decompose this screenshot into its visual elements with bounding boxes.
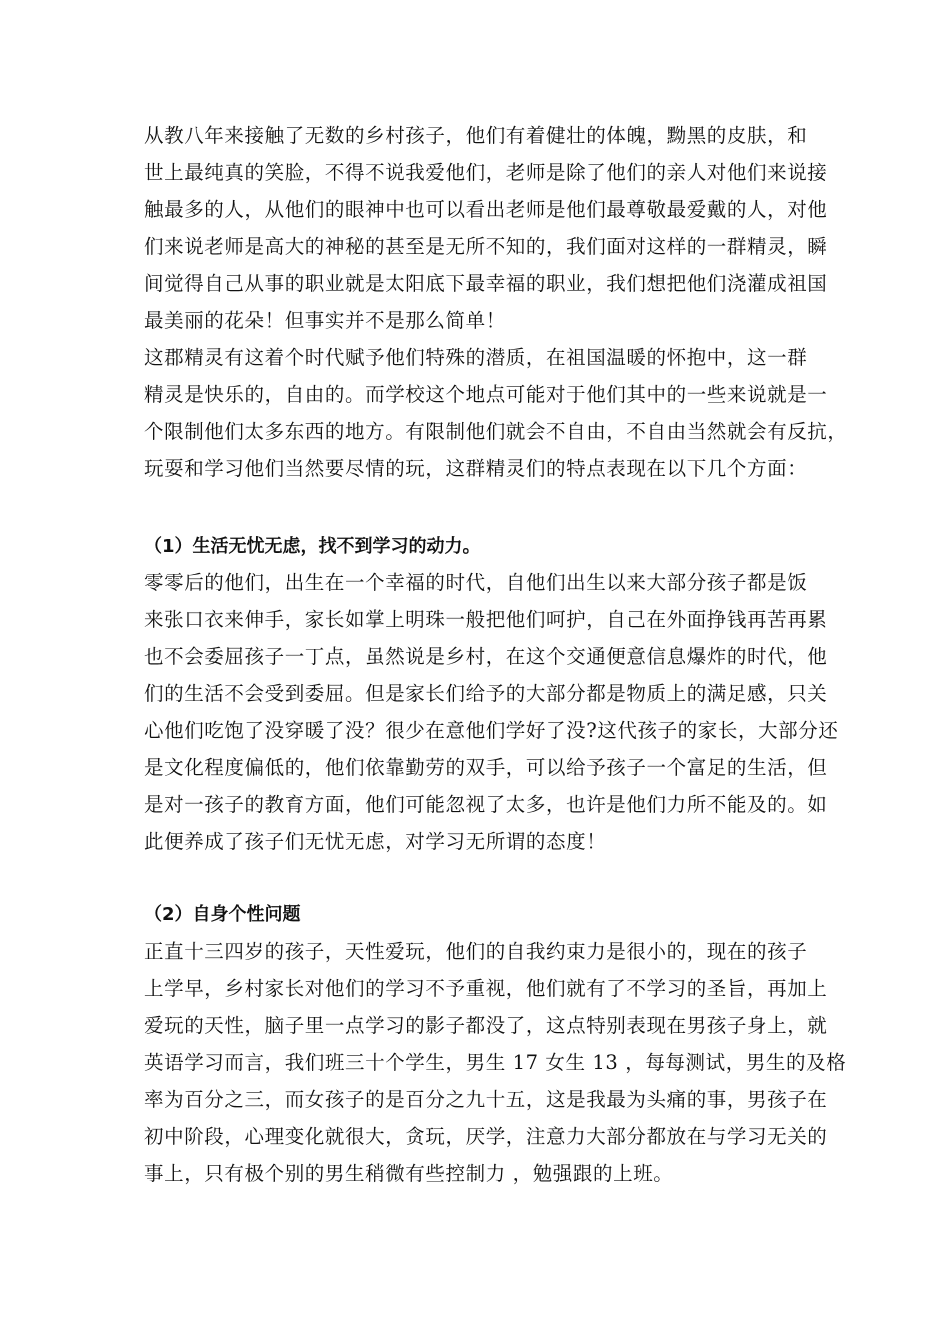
- section-1-line: 是对一孩子的教育方面，他们可能忽视了太多，也许是他们力所不能及的。如: [144, 793, 828, 816]
- section-1-line: 来张口衣来伸手，家长如掌上明珠一般把他们呵护，自己在外面挣钱再苦再累: [144, 608, 828, 631]
- section-2-heading: （2）自身个性问题: [144, 904, 301, 925]
- paragraph-1-line: 们来说老师是高大的神秘的甚至是无所不知的，我们面对这样的一群精灵，瞬: [144, 235, 828, 258]
- paragraph-1-line: 触最多的人，从他们的眼神中也可以看出老师是他们最尊敬最爱戴的人，对他: [144, 198, 828, 221]
- section-1-heading: （1）生活无忧无虑，找不到学习的动力。: [144, 536, 481, 557]
- section-1-line: 也不会委屈孩子一丁点，虽然说是乡村，在这个交通便意信息爆炸的时代，他: [144, 645, 828, 668]
- section-1-line: 们的生活不会受到委屈。但是家长们给予的大部分都是物质上的满足感，只关: [144, 682, 828, 705]
- section-2-line: 初中阶段，心理变化就很大，贪玩，厌学，注意力大部分都放在与学习无关的: [144, 1125, 828, 1148]
- section-2-line: 上学早，乡村家长对他们的学习不予重视，他们就有了不学习的圣旨，再加上: [144, 977, 828, 1000]
- section-1-line: 是文化程度偏低的，他们依靠勤劳的双手，可以给予孩子一个富足的生活，但: [144, 756, 828, 779]
- paragraph-2-line: 精灵是快乐的，自由的。而学校这个地点可能对于他们其中的一些来说就是一: [144, 383, 828, 406]
- section-1-line: 零零后的他们，出生在一个幸福的时代，自他们出生以来大部分孩子都是饭: [144, 571, 808, 594]
- paragraph-2-line: 这郡精灵有这着个时代赋予他们特殊的潜质，在祖国温暖的怀抱中，这一群: [144, 346, 808, 369]
- section-1-line: 心他们吃饱了没穿暖了没？很少在意他们学好了没?这代孩子的家长，大部分还: [144, 719, 839, 742]
- paragraph-1-line: 从教八年来接触了无数的乡村孩子，他们有着健壮的体魄，黝黑的皮肤，和: [144, 124, 808, 147]
- section-1-line: 此便养成了孩子们无忧无虑，对学习无所谓的态度！: [144, 830, 607, 853]
- section-2-line: 英语学习而言，我们班三十个学生，男生 17 女生 13 ，每每测试，男生的及格: [144, 1051, 847, 1074]
- paragraph-2-line: 个限制他们太多东西的地方。有限制他们就会不自由，不自由当然就会有反抗，: [144, 420, 848, 443]
- section-2-line: 率为百分之三，而女孩子的是百分之九十五，这是我最为头痛的事，男孩子在: [144, 1088, 828, 1111]
- paragraph-2-line: 玩耍和学习他们当然要尽情的玩，这群精灵们的特点表现在以下几个方面：: [144, 457, 808, 480]
- paragraph-1-line: 世上最纯真的笑脸，不得不说我爱他们，老师是除了他们的亲人对他们来说接: [144, 161, 828, 184]
- section-2-line: 正直十三四岁的孩子，天性爱玩，他们的自我约束力是很小的，现在的孩子: [144, 940, 808, 963]
- paragraph-1-line: 最美丽的花朵！但事实并不是那么简单！: [144, 309, 506, 332]
- section-2-line: 爱玩的天性，脑子里一点学习的影子都没了，这点特别表现在男孩子身上，就: [144, 1014, 828, 1037]
- paragraph-1-line: 间觉得自己从事的职业就是太阳底下最幸福的职业，我们想把他们浇灌成祖国: [144, 272, 828, 295]
- section-2-line: 事上，只有极个别的男生稍微有些控制力 ，勉强跟的上班。: [144, 1162, 674, 1185]
